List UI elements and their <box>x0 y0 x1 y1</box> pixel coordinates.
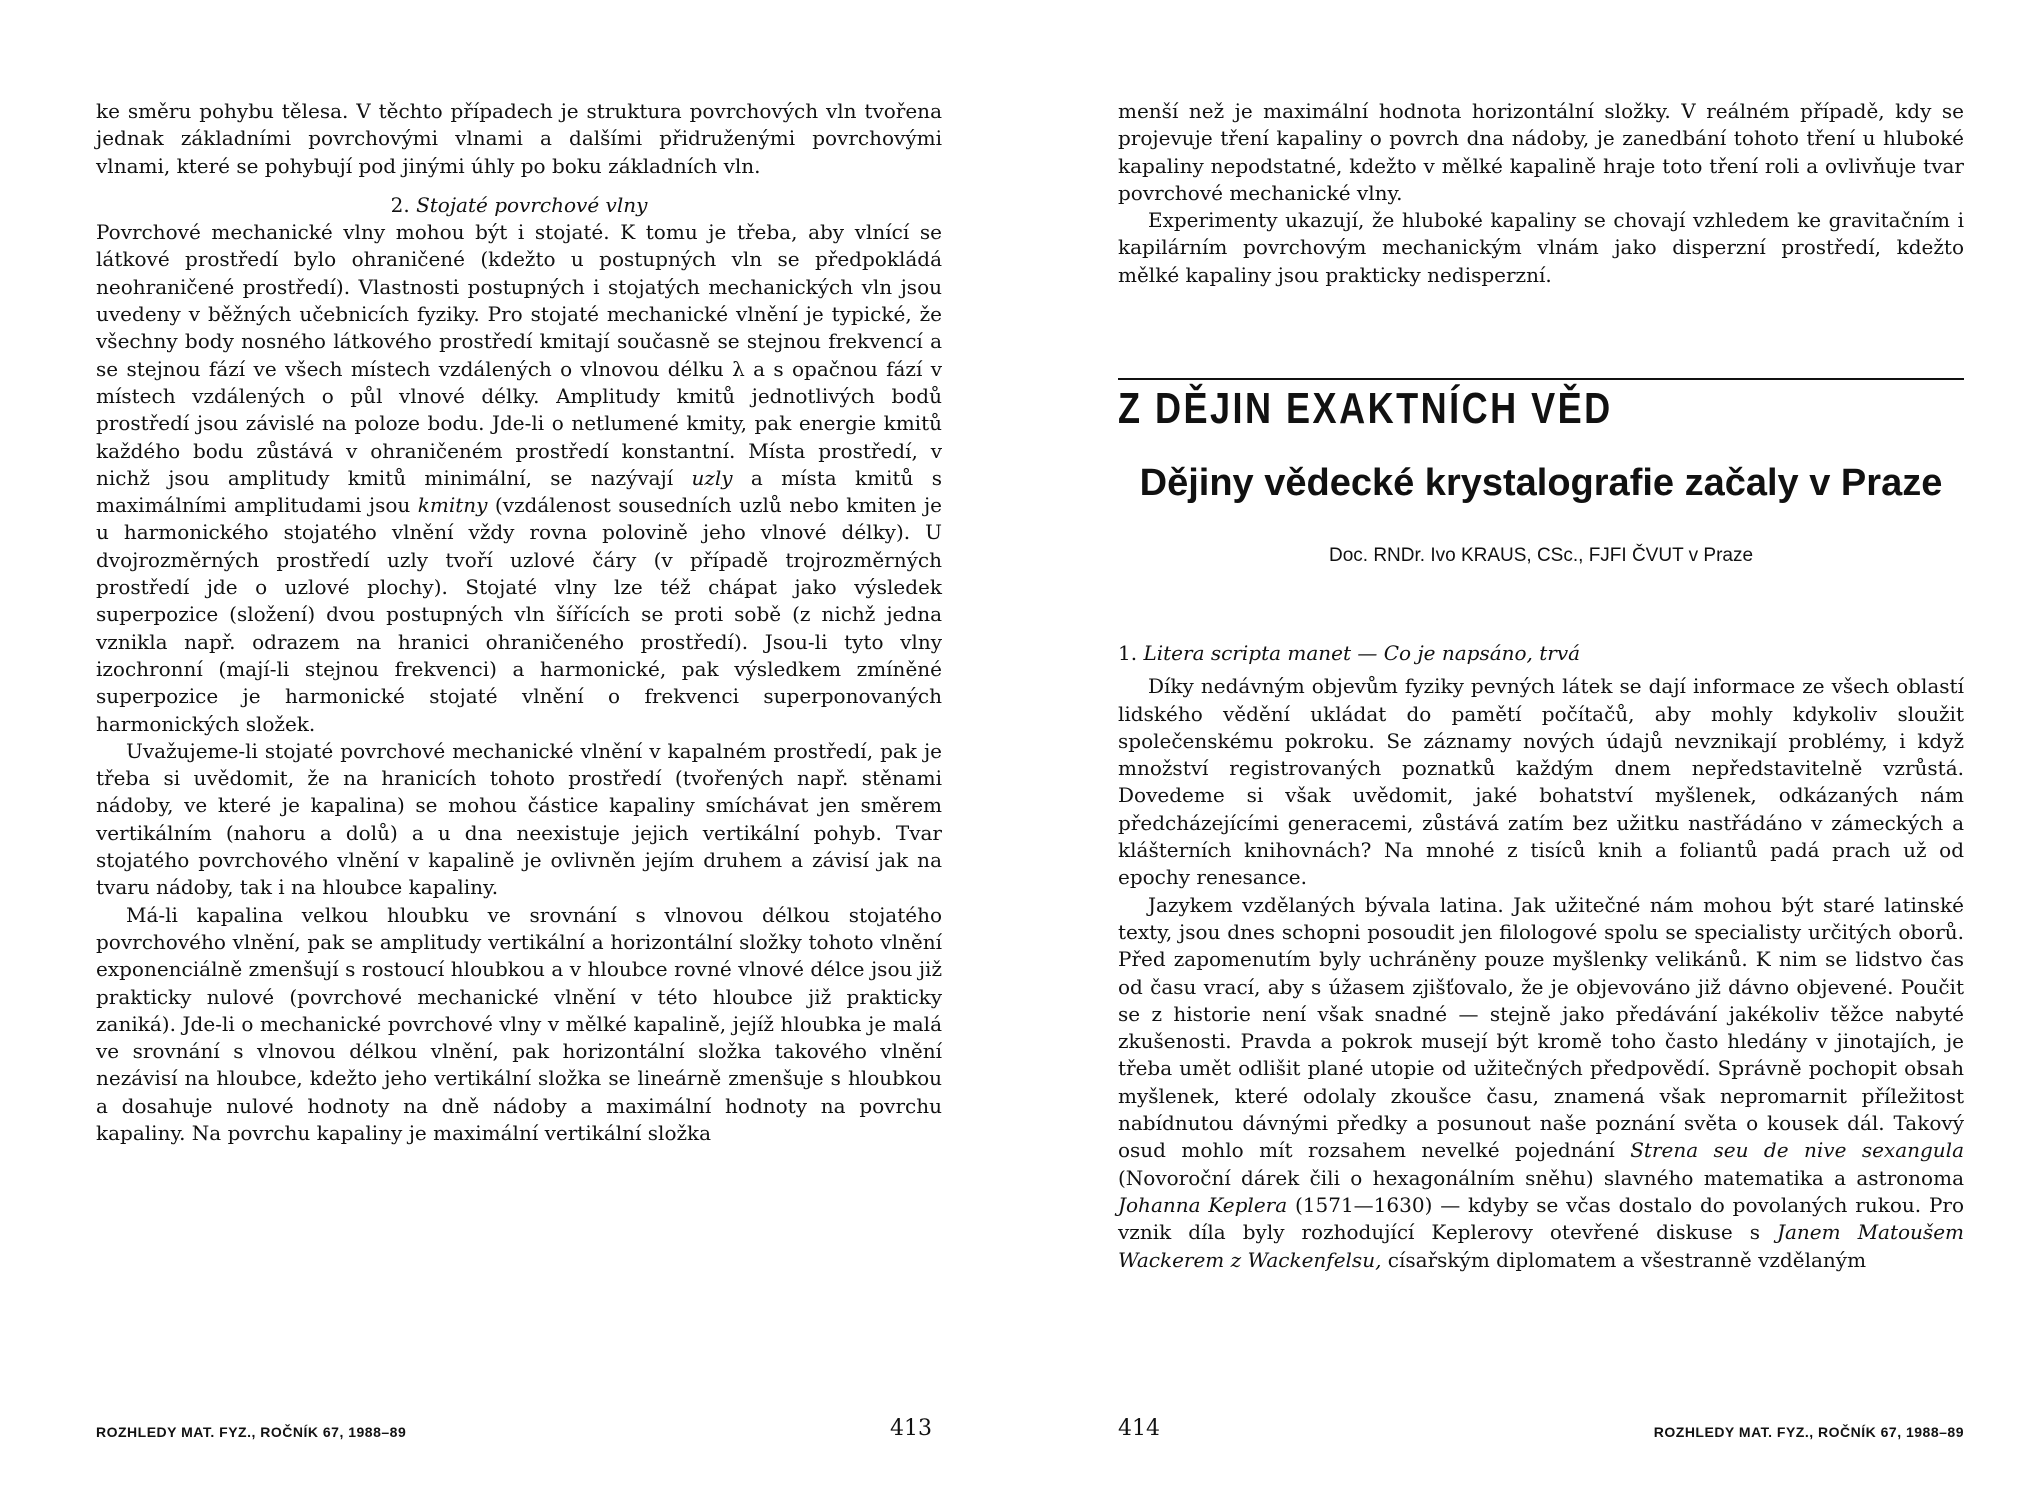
right-column-article <box>1118 640 1964 1274</box>
section-title: Litera scripta manet — Co je napsáno, trvá <box>1143 641 1581 665</box>
term-uzly: uzly <box>691 465 733 490</box>
paragraph-continued: menší než je maximální hodnota horizontální složky. V reálném případě, kdy se projevuje tření kapaliny o povrch dna nádoby, je zanedbání tohoto tření u hluboké kapaliny nepodstatné, kdežto v mělké kapalině hraje toto tření roli a ovlivňuje tvar povrchové mechanické vlny. <box>1118 99 1964 205</box>
paragraph-liquid: Uvažujeme-li stojaté povrchové mechanické vlnění v kapalném prostředí, pak je třeba si uvědomit, že na hranicích tohoto prostředí (tvořených např. stěnami nádoby, ve které je kapalina) se mohou částice kapaliny smíchávat jen směrem vertikálním (nahoru a dolů) a u dna neexistuje jejich vertikální pohyb. Tvar stojatého povrchového vlnění v kapalině je ovlivněn jejím druhem a závisí jak na tvaru nádoby, tak i na hloubce kapaliny. <box>96 738 942 900</box>
footer-journal: ROZHLEDY MAT. FYZ., ROČNÍK 67, 1988–89 <box>1653 1424 1964 1440</box>
section-title: Stojaté povrchové vlny <box>416 192 648 217</box>
page-number: 413 <box>890 1416 932 1441</box>
article-author: Doc. RNDr. Ivo KRAUS, CSc., FJFI ČVUT v Praze <box>1328 545 1754 566</box>
left-column <box>96 98 942 1147</box>
section-number: 2. <box>390 192 410 217</box>
text-run: (vzdálenost sousedních uzlů nebo kmiten je u harmonického stojatého vlnění vždy rovna polovině jeho vlnové délky). U dvojrozměrných prostředí uzly tvoří uzlové čáry (v případě trojrozměrných prostředí jde o uzlové plochy). Stojaté vlny lze též chápat jako výsledek superpozice (složení) dvou postupných vln šířících se proti sobě (z nichž jedna vznikla např. odrazem na hranici ohraničeného prostředí). Jsou-li tyto vlny izochronní (mají-li stejnou frekvenci) a harmonické, pak výsledkem zmíněné superpozice je harmonické stojaté vlnění o frekvenci superponovaných harmonických složek. <box>96 493 942 736</box>
text-run: císařským diplomatem a všestranně vzdělaným <box>1387 1247 1867 1272</box>
article-title: Dějiny vědecké krystalografie začaly v Praze <box>1139 462 1943 504</box>
work-title: Strena seu de nive sexangula <box>1630 1138 1965 1163</box>
text-run: (Novoroční dárek čili o hexagonálním sněhu) slavného matematika a astronoma <box>1118 1165 1964 1190</box>
paragraph-standing-waves <box>96 219 942 738</box>
text-run: Jazykem vzdělaných bývala latina. Jak užitečné nám mohou být staré latinské texty, jsou dnes schopni posoudit jen filologové spolu se specialisty určitých oborů. Před zapomenutím byly uchráněny pouze myšlenky velikánů. K nim se lidstvo čas od času vrací, aby s úžasem zjišťovalo, že je objevováno již dávno objevené. Poučit se z historie není však snadné — stejně jako předávání jakékoliv těžce nabyté zkušenosti. Pravda a pokrok musejí být kromě toho často hledány v jinotajích, je třeba umět odlišit plané utopie od užitečných předpovědí. Správně pochopit obsah myšlenek, které odolaly zkoušce času, znamená však nepromarnit příležitost nabídnutou dávnými předky a posunout naše poznání světa o kousek dál. Takový osud mohlo mít rozsahem nevelké pojednání <box>1118 892 1964 1163</box>
person-name: Janem Matoušem Wackerem z Wackenfelsu, <box>1118 1220 1964 1272</box>
left-page <box>96 0 942 1501</box>
text-run: a místa kmitů s maximálními amplitudami jsou <box>96 465 943 518</box>
paragraph-experiments: Experimenty ukazují, že hluboké kapaliny se chovají vzhledem ke gravitačním i kapilárním povrchovým mechanickým vlnám jako disperzní prostředí, kdežto mělké kapaliny jsou prakticky nedisperzní. <box>1118 208 1964 287</box>
rubric-heading: Z DĚJIN EXAKTNÍCH VĚD <box>1118 384 1613 433</box>
section-heading <box>1118 640 1964 667</box>
page-number: 414 <box>1118 1416 1160 1441</box>
footer-journal: ROZHLEDY MAT. FYZ., ROČNÍK 67, 1988–89 <box>96 1424 407 1440</box>
paragraph-latin <box>1118 892 1964 1274</box>
text-run: Povrchové mechanické vlny mohou být i stojaté. K tomu je třeba, aby vlnící se látkové prostředí bylo ohraničené (kdežto u postupných vln se předpokládá neohraničené prostředí). Vlastnosti postupných i stojatých mechanických vln jsou uvedeny v běžných učebnicích fyziky. Pro stojaté mechanické vlnění je typické, že všechny body nosného látkového prostředí kmitají současně se stejnou frekvencí a se stejnou fází ve všech místech vzdálených o vlnovou délku λ a s opačnou fází v místech vzdálených o půl vlnové délky. Amplitudy kmitů jednotlivých bodů prostředí jsou závislé na poloze bodu. Jde-li o netlumené kmity, pak energie kmitů každého bodu zůstává v ohraničeném prostředí konstantní. Místa prostředí, v nichž jsou amplitudy kmitů minimální, se nazývají <box>96 220 942 490</box>
rubric-rule <box>1118 378 1964 380</box>
paragraph-intro: Díky nedávným objevům fyziky pevných látek se dají informace ze všech oblastí lidského vědění ukládat do pamětí počítačů, aby mohly kdykoliv sloužit společenskému pokroku. Se záznamy nových údajů nevznikají problémy, i když množství registrovaných poznatků každým dnem nepředstavitelně vzrůstá. Dovedeme si však uvědomit, jaké bohatství myšlenek, odkázaných nám předcházejícími generacemi, zůstává zatím bez užitku nastřádáno v zámeckých a klášterních knihovnách? Na mnohé z tisíců knih a foliantů padá prach už od epochy renesance. <box>1118 674 1964 890</box>
paragraph-continued: ke směru pohybu tělesa. V těchto případech je struktura povrchových vln tvořena jednak základními povrchovými vlnami a dalšími přidruženými povrchovými vlnami, které se pohybují pod jinými úhly po boku základních vln. <box>96 99 942 178</box>
right-page <box>1118 0 1964 1501</box>
paragraph-depth: Má-li kapalina velkou hloubku ve srovnání s vlnovou délkou stojatého povrchového vlnění, pak se amplitudy vertikální a horizontální složky tohoto vlnění exponenciálně zmenšují s rostoucí hloubkou a v hloubce rovné vlnové délce jsou již prakticky nulové (povrchové mechanické vlnění v této hloubce již prakticky zaniká). Jde-li o mechanické povrchové vlny v mělké kapalině, jejíž hloubka je malá ve srovnání s vlnovou délkou vlnění, pak horizontální složka takového vlnění nezávisí na hloubce, kdežto jeho vertikální složka se lineárně zmenšuje s hloubkou a dosahuje nulové hodnoty na dně nádoby a maximální hodnoty na povrchu kapaliny. Na povrchu kapaliny je maximální vertikální složka <box>96 902 942 1145</box>
text-run: (1571—1630) — kdyby se včas dostalo do povolaných rukou. Pro vznik díla byly rozhodující Keplerovy otevřené diskuse s <box>1118 1192 1964 1245</box>
right-column-top <box>1118 98 1964 289</box>
person-name: Johanna Keplera <box>1118 1192 1288 1217</box>
section-heading <box>96 192 942 219</box>
section-number: 1. <box>1118 641 1138 665</box>
term-kmitny: kmitny <box>417 493 488 518</box>
